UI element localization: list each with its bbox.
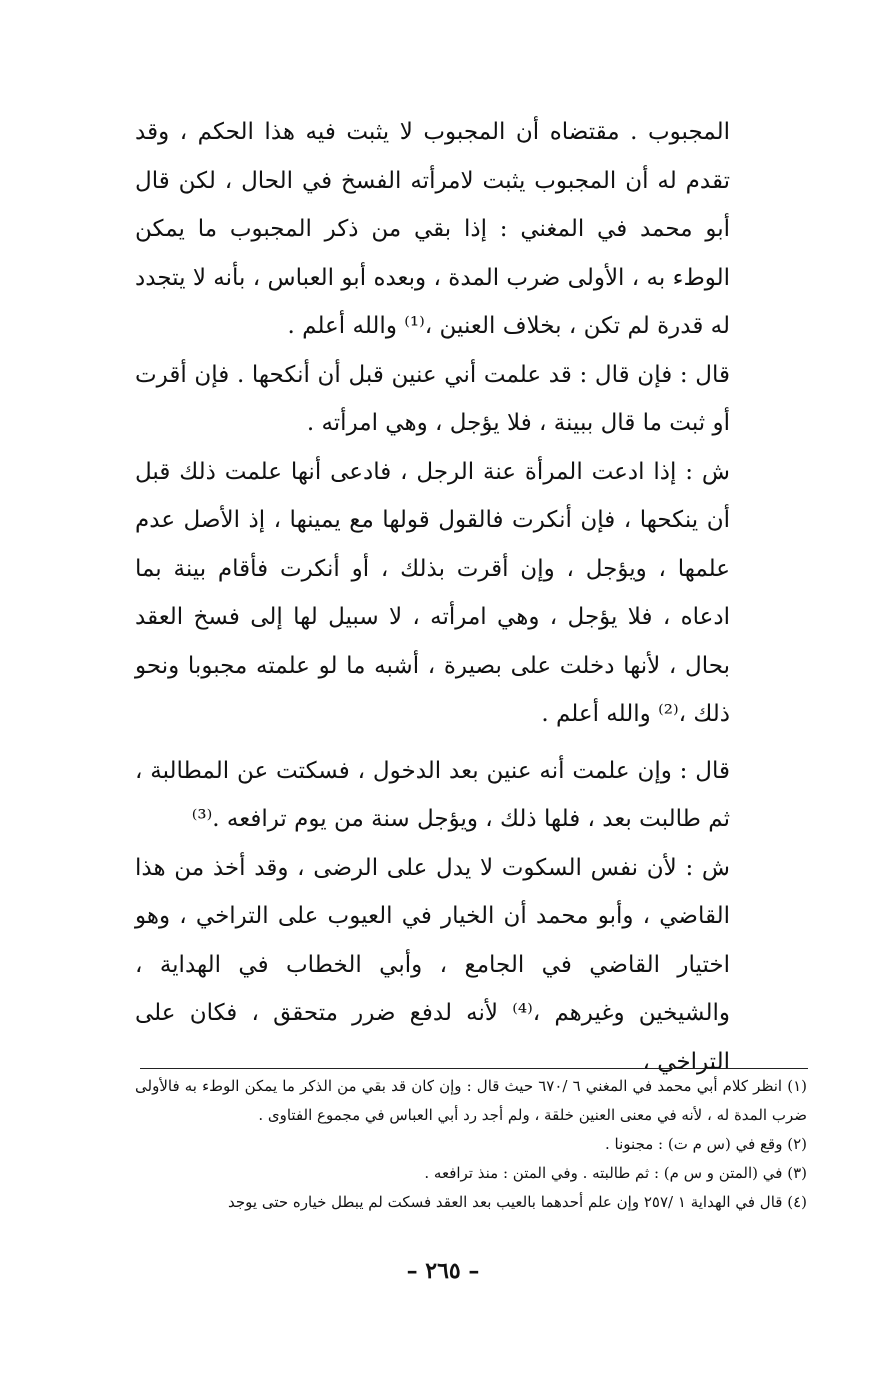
main-text (135, 108, 730, 1086)
page-number: – ٢٦٥ – (406, 1258, 480, 1284)
paragraph-1: المجبوب . مقتضاه أن المجبوب لا يثبت فيه هذا الحكم ، وقد تقدم له أن المجبوب يثبت لامرأته الفسخ في الحال ، لكن قال أبو محمد في المغني : إذا بقي من ذكر المجبوب ما يمكن الوطء به ، الأولى ضرب المدة ، وبعده أبو العباس ، بأنه لا يتجدد له قدرة لم تكن ، بخلاف العنين ،⁽¹⁾ والله أعلم . (135, 119, 730, 339)
footnote-2: (٢) وقع في (س م ت) : مجنونا . (605, 1135, 807, 1153)
paragraph-5: ش : لأن نفس السكوت لا يدل على الرضى ، وقد أخذ من هذا القاضي ، وأبو محمد أن الخيار في العيوب على التراخي ، وهو اختيار القاضي في الجامع ، وأبي الخطاب في الهداية ، والشيخين وغيرهم ،⁽⁴⁾ لأنه لدفع ضرر متحقق ، فكان على التراخي ، (135, 854, 730, 1075)
paragraph-2: قال : فإن قال : قد علمت أني عنين قبل أن أنكحها . فإن أقرت أو ثبت ما قال ببينة ، فلا يؤجل ، وهي امرأته . (135, 361, 730, 436)
footnote-1: (١) انظر كلام أبي محمد في المغني ٦ /٦٧٠ حيث قال : وإن كان قد بقي من الذكر ما يمكن الوطء به فالأولى ضرب المدة له ، لأنه في معنى العنين خلقة ، ولم أجد رد أبي العباس في مجموع الفتاوى . (135, 1077, 807, 1124)
paragraph-3: ش : إذا ادعت المرأة عنة الرجل ، فادعى أنها علمت ذلك قبل أن ينكحها ، فإن أنكرت فالقول قولها مع يمينها ، إذ الأصل عدم علمها ، ويؤجل ، وإن أقرت بذلك ، أو أنكرت فأقام بينة بما ادعاه ، فلا يؤجل ، وهي امرأته ، لا سبيل لها إلى فسخ العقد بحال ، لأنها دخلت على بصيرة ، أشبه ما لو علمته مجبوبا ونحو ذلك ،⁽²⁾ والله أعلم . (135, 458, 730, 727)
footnote-4: (٤) قال في الهداية ١ /٢٥٧ وإن علم أحدهما بالعيب بعد العقد فسكت لم يبطل خياره حتى يوجد (227, 1193, 807, 1211)
footnote-3: (٣) في (المتن و س م) : ثم طالبته . وفي المتن : منذ ترافعه . (424, 1164, 807, 1182)
footnote-separator (140, 1068, 808, 1069)
footnotes (135, 1072, 807, 1217)
paragraph-4: قال : وإن علمت أنه عنين بعد الدخول ، فسكتت عن المطالبة ، ثم طالبت بعد ، فلها ذلك ، ويؤجل سنة من يوم ترافعه .⁽³⁾ (135, 757, 730, 832)
